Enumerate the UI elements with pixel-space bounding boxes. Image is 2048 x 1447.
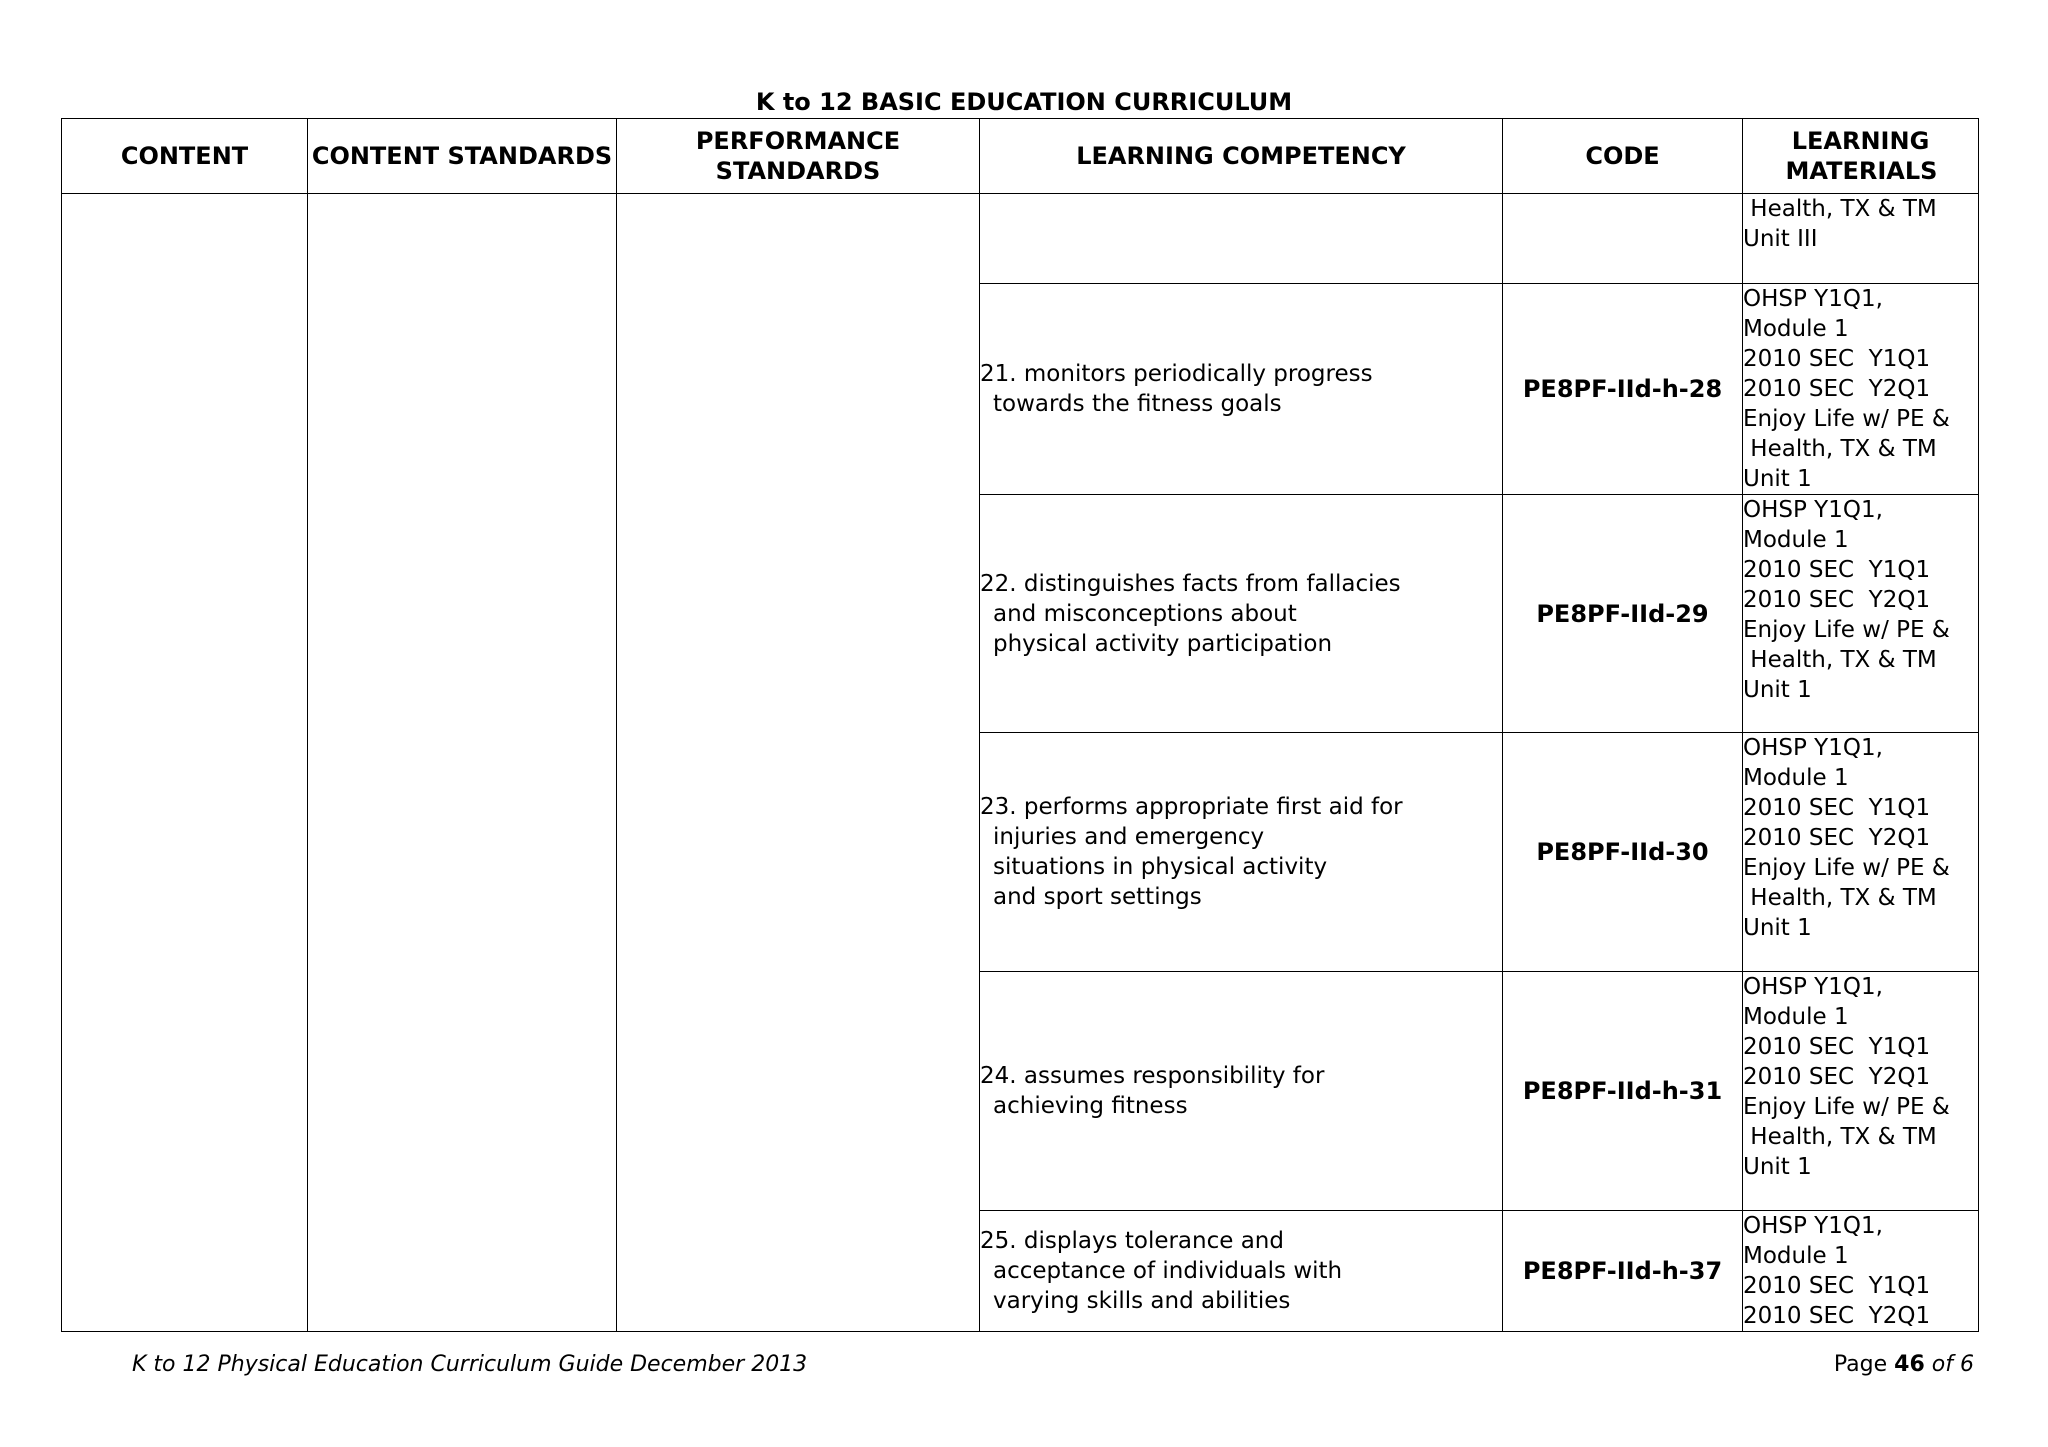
learning-materials-cell	[1743, 1211, 1979, 1332]
footer-page-word: Page	[1833, 1352, 1888, 1377]
material-line: Unit 1	[1743, 915, 1812, 941]
material-line: 2010 SEC Y2Q1	[1743, 376, 1931, 402]
table-row	[62, 194, 1979, 284]
table-header-row	[62, 119, 1979, 194]
material-line: Health, TX & TM	[1743, 647, 1937, 673]
material-line: 2010 SEC Y2Q1	[1743, 1064, 1931, 1090]
material-line: Module 1	[1743, 1004, 1849, 1030]
learning-materials-cell	[1743, 733, 1979, 972]
material-line: Enjoy Life w/ PE &	[1743, 406, 1950, 432]
footer-page-current: 46	[1894, 1352, 1925, 1377]
material-line: 2010 SEC Y1Q1	[1743, 1273, 1931, 1299]
header-performance-standards	[617, 119, 980, 194]
competency-text: 23. performs appropriate first aid for	[980, 794, 1403, 820]
learning-competency-cell	[980, 733, 1503, 972]
content-cell	[62, 194, 308, 1332]
competency-text-line: towards the fitness goals	[993, 391, 1282, 417]
document-title: K to 12 BASIC EDUCATION CURRICULUM	[755, 88, 1293, 116]
competency-text-line: situations in physical activity	[993, 854, 1328, 880]
competency-text: 21. monitors periodically progress	[980, 361, 1373, 387]
learning-materials-cell	[1743, 495, 1979, 733]
material-line: Module 1	[1743, 527, 1849, 553]
header-code: CODE	[1503, 119, 1743, 194]
material-line: OHSP Y1Q1,	[1743, 497, 1883, 523]
learning-competency-cell	[980, 972, 1503, 1211]
material-line: 2010 SEC Y1Q1	[1743, 346, 1931, 372]
competency-text-line: injuries and emergency	[993, 824, 1265, 850]
footer-guide-title: K to 12 Physical Education Curriculum Guide December 2013	[132, 1352, 808, 1377]
competency-text-line: physical activity participation	[993, 630, 1333, 657]
material-line: Unit 1	[1743, 466, 1812, 492]
material-line: 2010 SEC Y2Q1	[1743, 1303, 1931, 1329]
competency-text-line: acceptance of individuals with	[993, 1258, 1343, 1284]
competency-text: 25. displays tolerance and	[980, 1228, 1284, 1254]
header-learning-materials	[1743, 119, 1979, 194]
footer-page-total: of 6	[1931, 1352, 1974, 1377]
learning-materials-cell	[1743, 284, 1979, 495]
material-line: Health, TX & TM	[1743, 1124, 1937, 1150]
content-standards-cell	[308, 194, 617, 1332]
material-line: Module 1	[1743, 765, 1849, 791]
material-line: Unit 1	[1743, 1154, 1812, 1180]
header-content: CONTENT	[62, 119, 308, 194]
learning-competency-cell	[980, 495, 1503, 733]
code-cell: PE8PF-IId-h-31	[1503, 972, 1743, 1211]
performance-standards-cell	[617, 194, 980, 1332]
material-line: 2010 SEC Y1Q1	[1743, 557, 1931, 583]
header-learning-competency: LEARNING COMPETENCY	[980, 119, 1503, 194]
curriculum-table	[61, 118, 1979, 1332]
material-line: Health, TX & TM	[1743, 885, 1937, 911]
learning-competency-cell	[980, 1211, 1503, 1332]
header-performance-standards-label: PERFORMANCE STANDARDS	[695, 127, 901, 185]
competency-text-line: varying skills and abilities	[993, 1288, 1291, 1314]
learning-materials-cell	[1743, 194, 1979, 284]
material-line: OHSP Y1Q1,	[1743, 974, 1883, 1000]
code-cell: PE8PF-IId-30	[1503, 733, 1743, 972]
competency-text-line: and sport settings	[993, 884, 1202, 910]
material-line: OHSP Y1Q1,	[1743, 735, 1883, 761]
code-cell: PE8PF-IId-h-28	[1503, 284, 1743, 495]
competency-text-line: and misconceptions about	[993, 600, 1297, 627]
material-line: Health, TX & TM	[1743, 436, 1937, 462]
material-line: OHSP Y1Q1,	[1743, 286, 1883, 312]
competency-text-line: achieving fitness	[993, 1093, 1188, 1119]
material-line: Health, TX & TM	[1743, 196, 1937, 222]
material-line: Module 1	[1743, 1243, 1849, 1269]
learning-materials-cell	[1743, 972, 1979, 1211]
material-line: Unit III	[1743, 226, 1818, 252]
material-line: 2010 SEC Y2Q1	[1743, 825, 1931, 851]
material-line: 2010 SEC Y1Q1	[1743, 795, 1931, 821]
learning-competency-cell	[980, 284, 1503, 495]
material-line: 2010 SEC Y2Q1	[1743, 587, 1931, 613]
material-line: 2010 SEC Y1Q1	[1743, 1034, 1931, 1060]
footer-page-number	[1834, 1352, 1974, 1377]
material-line: Unit 1	[1743, 677, 1812, 703]
code-cell	[1503, 194, 1743, 284]
material-line: Module 1	[1743, 316, 1849, 342]
competency-text: 24. assumes responsibility for	[980, 1063, 1325, 1089]
competency-text: 22. distinguishes facts from fallacies	[980, 570, 1401, 597]
material-line: Enjoy Life w/ PE &	[1743, 617, 1950, 643]
learning-competency-cell	[980, 194, 1503, 284]
code-cell: PE8PF-IId-29	[1503, 495, 1743, 733]
material-line: OHSP Y1Q1,	[1743, 1213, 1883, 1239]
header-learning-materials-label: LEARNING MATERIALS	[1785, 127, 1938, 185]
code-cell: PE8PF-IId-h-37	[1503, 1211, 1743, 1332]
material-line: Enjoy Life w/ PE &	[1743, 1094, 1950, 1120]
header-content-standards: CONTENT STANDARDS	[308, 119, 617, 194]
material-line: Enjoy Life w/ PE &	[1743, 855, 1950, 881]
